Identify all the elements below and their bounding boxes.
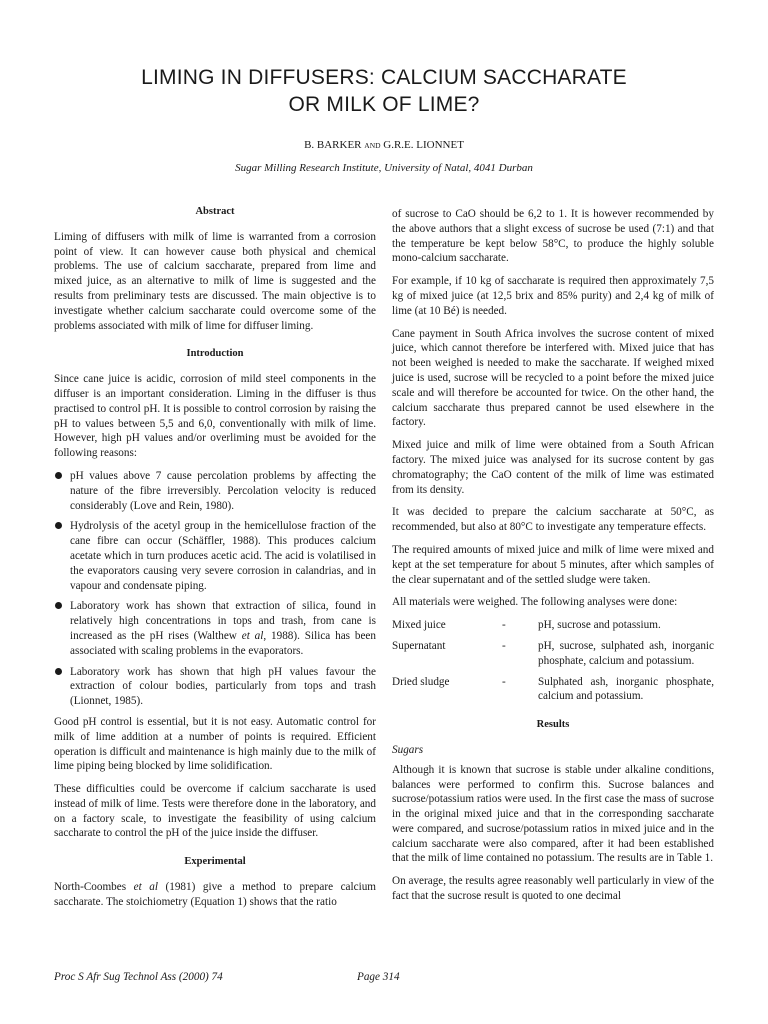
title-line-1: LIMING IN DIFFUSERS: CALCIUM SACCHARATE xyxy=(141,66,627,89)
analysis-name: Dried sludge xyxy=(392,675,450,688)
authors-and: AND xyxy=(364,141,381,150)
et-al: et al xyxy=(241,629,264,642)
paragraph: For example, if 10 kg of saccharate is required then approximately 7,5 kg of mixed juice (at 12,5 brix and 85% purity) and 2,4 kg of milk of lime (at 10 Bé) is needed. xyxy=(392,275,714,317)
difficulties-paragraph: These difficulties could be overcome if calcium saccharate is used instead of milk of lime. Tests were therefore done in the laboratory, and on a factory scale, to investigate the feasibility of using calcium saccharate to control the pH of the juice inside the diffuser. xyxy=(54,783,376,840)
footer-citation: Proc S Afr Sug Technol Ass (2000) 74 xyxy=(54,971,223,983)
introduction-heading: Introduction xyxy=(186,348,244,360)
analysis-dash: - xyxy=(502,619,506,632)
analysis-name: Supernatant xyxy=(392,639,446,652)
good-ph-paragraph: Good pH control is essential, but it is not easy. Automatic control for milk of lime addition at a number of points is required. Efficient operation is difficult and maintenance is high mainly due to the milk of lime piping being blocked by lime solidification. xyxy=(54,715,376,773)
paragraph: On average, the results agree reasonably well particularly in view of the fact that the sucrose result is quoted to one decimal xyxy=(392,875,714,903)
bullet-text-b: , 1988). Silica has been associated with scaling problems in the evaporators. xyxy=(70,629,376,657)
list-item xyxy=(54,599,376,658)
list-item xyxy=(54,665,376,709)
paragraph: of sucrose to CaO should be 6,2 to 1. It is however recommended by the above authors that a slight excess of sucrose be used (7:1) and that the temperature be kept below 58°C, to produce the highly soluble mono-calcium saccharate. xyxy=(392,208,714,265)
left-column xyxy=(54,205,376,918)
author-1: B. BARKER xyxy=(304,139,362,151)
bullet-text: Laboratory work has shown that high pH values favour the extraction of colour bodies, particularly from tops and trash (Lionnet, 1985). xyxy=(70,665,376,708)
paragraph: Mixed juice and milk of lime were obtained from a South African factory. The mixed juice was analysed for its sucrose content by gas chromatography; the CaO content of the milk of lime was estimated from its density. xyxy=(392,439,714,496)
experimental-paragraph xyxy=(54,880,376,910)
right-column xyxy=(392,207,714,912)
page-number: Page 314 xyxy=(357,971,400,983)
list-item xyxy=(54,469,376,513)
experimental-heading: Experimental xyxy=(184,856,246,868)
bullet-icon xyxy=(55,472,62,479)
bullet-icon xyxy=(55,522,62,529)
affiliation: Sugar Milling Research Institute, University of Natal, 4041 Durban xyxy=(235,162,533,174)
analysis-dash: - xyxy=(502,639,506,652)
list-item xyxy=(54,519,376,593)
sugars-subheading: Sugars xyxy=(392,743,424,756)
paragraph: Cane payment in South Africa involves the sucrose content of mixed juice, which cannot therefore be interfered with. Mixed juice that has not been weighed is needed to make the saccharate. If weighed mixed juice is used, sucrose will be recycled to a point before the mixed juice scale and will therefore be accounted for twice. On the other hand, the calcium saccharate thus prepared cannot be used elsewhere in the factory. xyxy=(392,327,714,429)
paragraph: All materials were weighed. The following analyses were done: xyxy=(392,596,678,609)
bullet-text: Hydrolysis of the acetyl group in the hemicellulose fraction of the cane fibre can occur (Schäffler, 1988). This produces calcium acetate which in turn produces acetic acid. The acid is volatilised in the evaporators causing very severe corrosion in calandrias, and in vapour and condensate piping. xyxy=(70,520,376,592)
analysis-value: Sulphated ash, inorganic phosphate, calcium and potassium. xyxy=(538,675,714,703)
analysis-value: pH, sucrose, sulphated ash, inorganic phosphate, calcium and potassium. xyxy=(538,639,714,667)
results-heading: Results xyxy=(536,719,570,731)
exp-text-b: (1981) give a method to prepare calcium saccharate. The stoichiometry (Equation 1) shows that the ratio xyxy=(54,881,377,908)
intro-paragraph: Since cane juice is acidic, corrosion of mild steel components in the diffuser is an important consideration. Liming in the diffuser is thus practised to control pH. It is possible to control corrosion by raising the pH to values between 5,5 and 6,0, conventionally with milk of lime. However, high pH values and/or overliming must be avoided for the following reasons: xyxy=(54,373,376,460)
analysis-name: Mixed juice xyxy=(392,619,446,632)
analysis-row xyxy=(392,639,714,669)
paper-title xyxy=(0,64,768,118)
bullet-icon xyxy=(55,602,62,609)
reasons-list xyxy=(54,469,376,709)
exp-text-a: North-Coombes xyxy=(54,881,134,894)
paragraph: It was decided to prepare the calcium saccharate at 50°C, as recommended, but also at 80°C to investigate any temperature effects. xyxy=(392,506,714,534)
analysis-value: pH, sucrose and potassium. xyxy=(538,619,661,632)
title-line-2: OR MILK OF LIME? xyxy=(288,93,480,116)
bullet-text-a: Laboratory work has shown that extraction of silica, found in relatively high concentrations in tops and trash, from cane is increased as the pH rises (Walthew xyxy=(70,600,376,642)
paragraph: Although it is known that sucrose is stable under alkaline conditions, balances were performed to confirm this. Sucrose balances and sucrose/potassium ratios were used. In the first case the mass of sucrose in the original mixed juice and that in the corresponding saccharate were compared, and sucrose/potassium ratios in mixed juice and in the calcium saccharate were also compared, after it had been established that the milk of lime contained no potassium. The results are in Table 1. xyxy=(392,763,714,865)
et-al: et al xyxy=(133,881,158,894)
bullet-icon xyxy=(55,668,62,675)
author-2: G.R.E. LIONNET xyxy=(383,139,464,151)
analysis-row xyxy=(392,618,714,633)
bullet-text: pH values above 7 cause percolation problems by affecting the nature of the fibre irreversibly. Percolation velocity is reduced considerably (Love and Rein, 1980). xyxy=(70,469,376,512)
authors xyxy=(0,139,768,151)
abstract-heading: Abstract xyxy=(195,206,235,217)
analysis-row xyxy=(392,675,714,705)
paragraph: The required amounts of mixed juice and milk of lime were mixed and kept at the set temperature for about 5 minutes, after which samples of the clear supernatant and of the settled sludge were taken. xyxy=(392,543,714,586)
analysis-dash: - xyxy=(502,675,506,688)
abstract-text: Liming of diffusers with milk of lime is warranted from a corrosion point of view. It can however cause both physical and chemical problems. The use of calcium saccharate, prepared from lime and mixed juice, as an alternative to milk of lime is suggested and the results from preliminary tests are discussed. The main objective is to investigate whether calcium saccharate could overcome some of the problems associated with milk of lime for diffuser liming. xyxy=(54,230,376,332)
